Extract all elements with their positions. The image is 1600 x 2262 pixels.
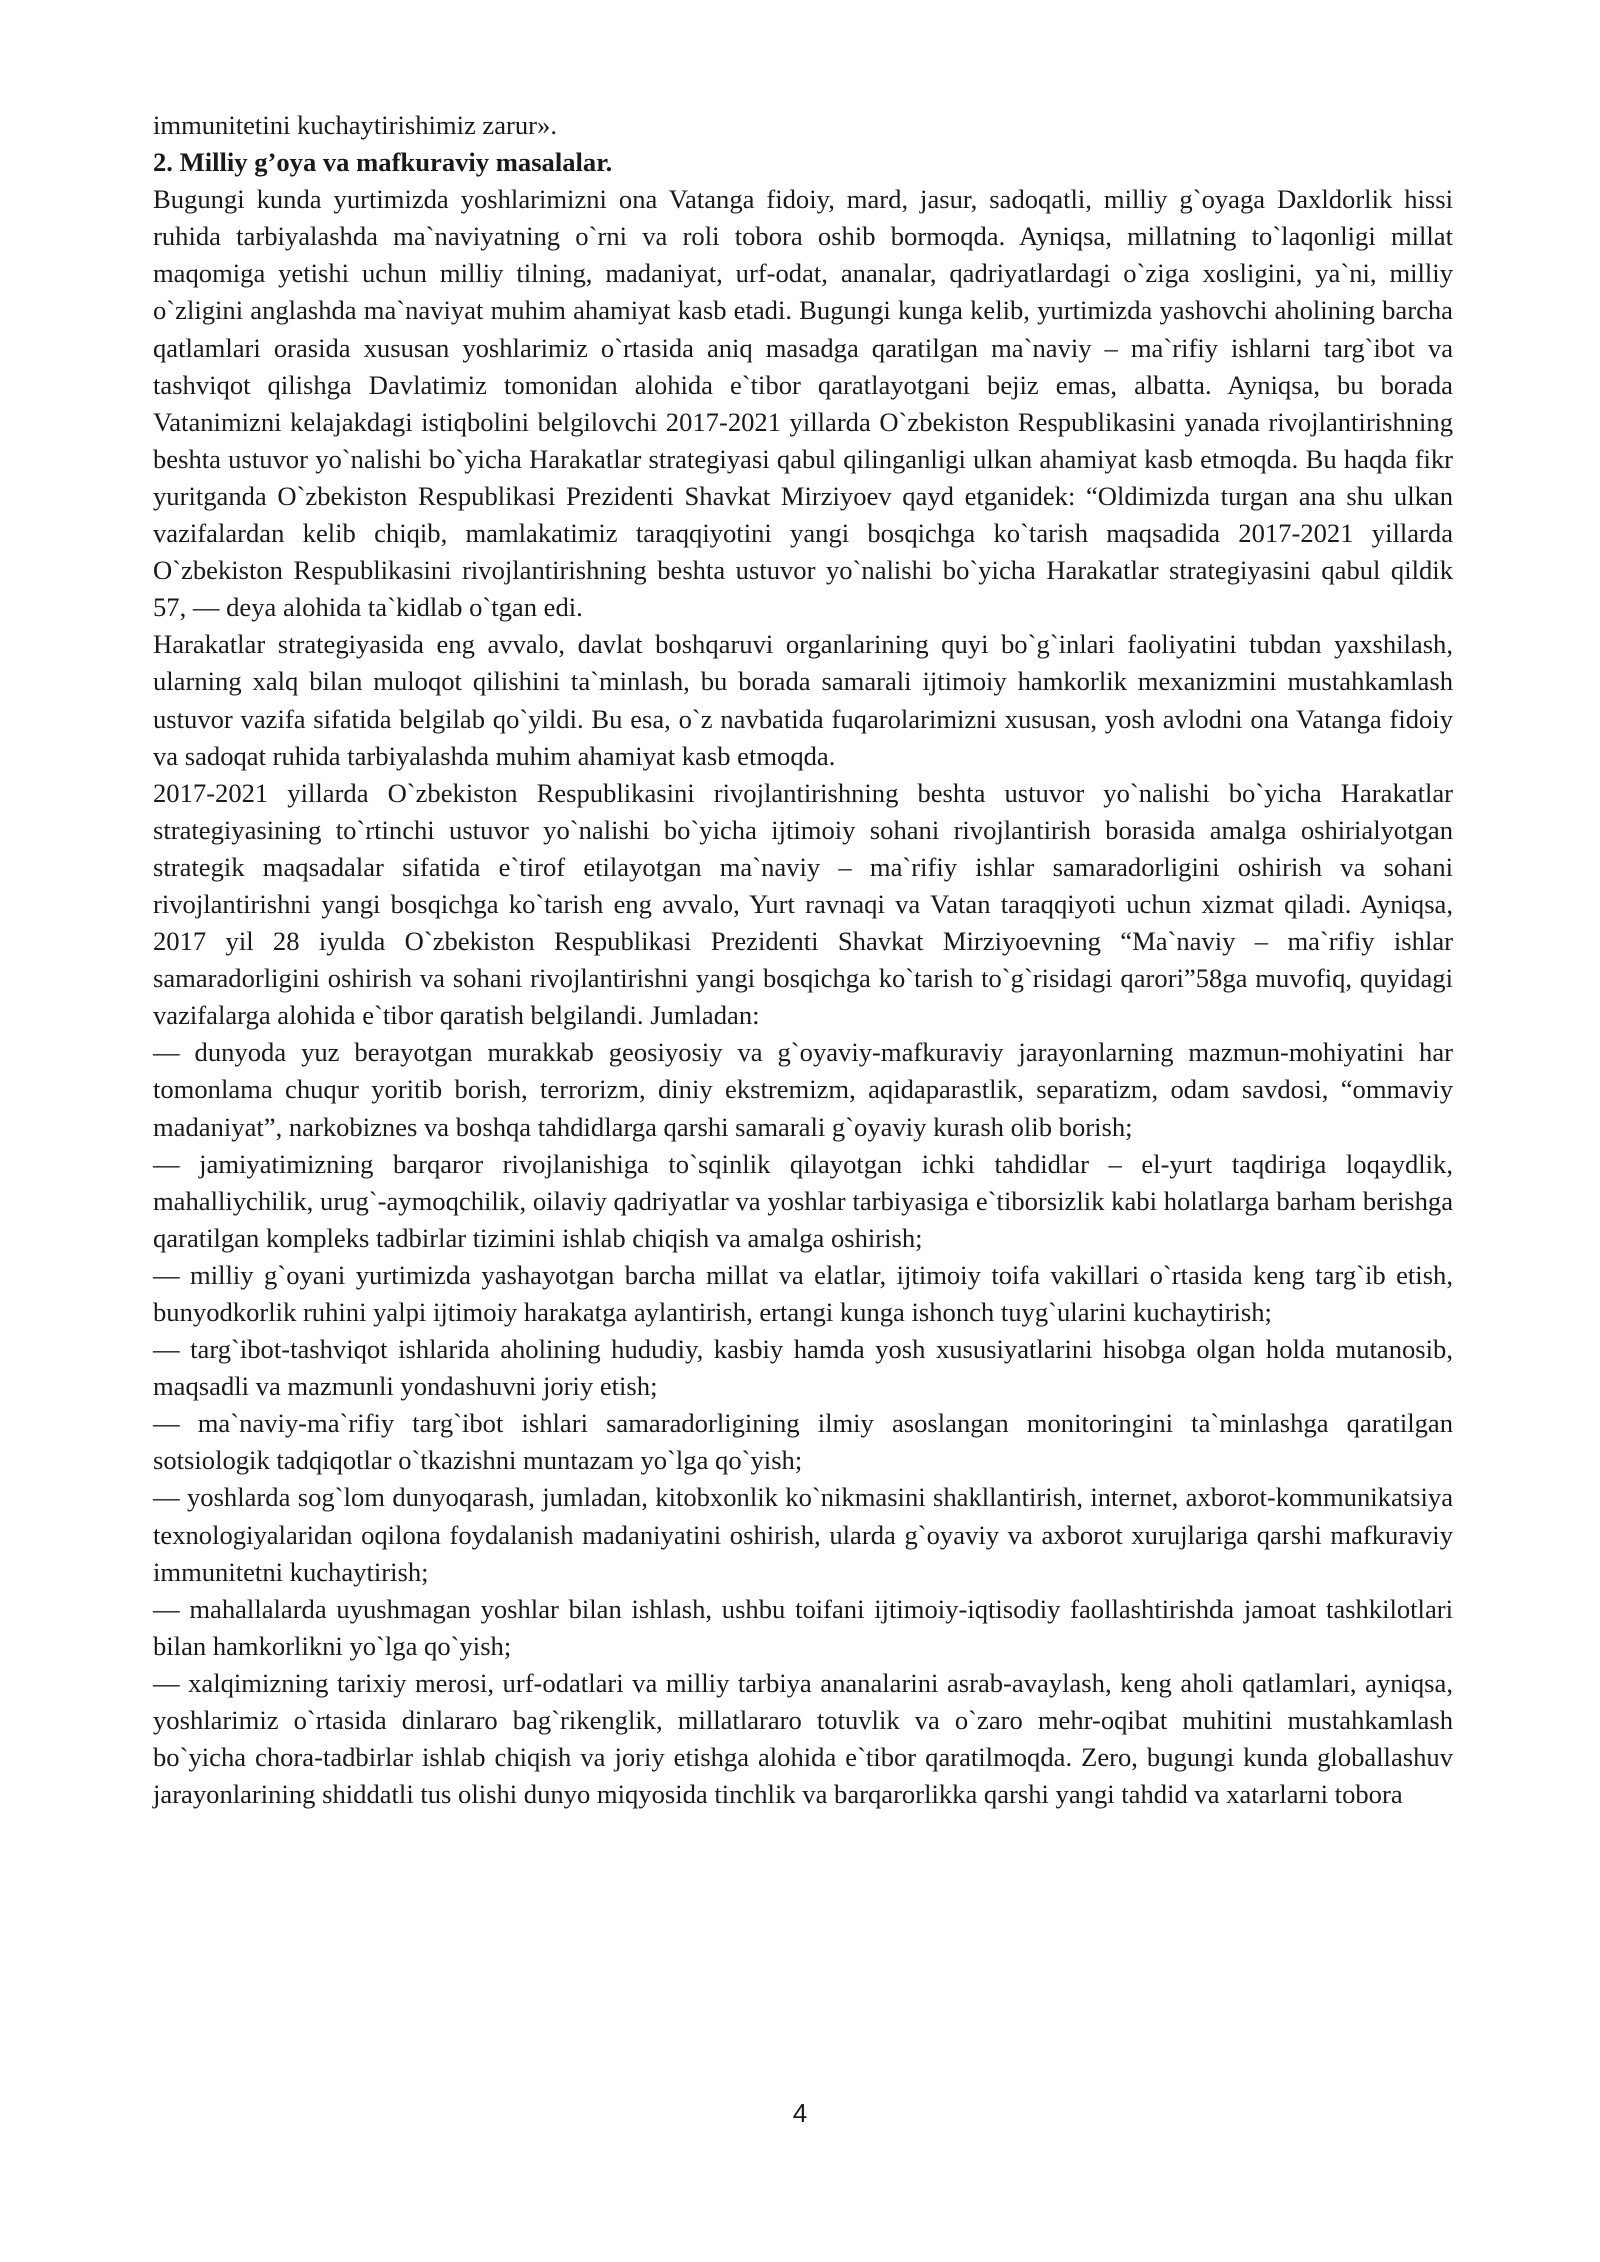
list-item-1: — dunyoda yuz berayotgan murakkab geosiyosiy va g`oyaviy-mafkuraviy jarayonlarning mazmun-mohiyatini har tomonlama chuqur yoritib borish, terrorizm, diniy ekstremizm, aqidaparastlik, separatizm, odam savdosi, “ommaviy madaniyat”, narkobiznes va boshqa tahdidlarga qarshi samarali g`oyaviy kurash olib borish;	[153, 1037, 1453, 1142]
paragraph-intro: immunitetini kuchaytirishimiz zarur».	[153, 110, 557, 140]
section-heading: 2. Milliy g’oya va mafkuraviy masalalar.	[153, 147, 613, 178]
list-item-2: — jamiyatimizning barqaror rivojlanishiga to`sqinlik qilayotgan ichki tahdidlar – el-yurt taqdiriga loqaydlik, mahalliychilik, urug`-aymoqchilik, oilaviy qadriyatlar va yoshlar tarbiyasiga e`tiborsizlik kabi holatlarga barham berishga qaratilgan kompleks tadbirlar tizimini ishlab chiqish va amalga oshirish;	[153, 1148, 1453, 1253]
list-item-3: — milliy g`oyani yurtimizda yashayotgan barcha millat va elatlar, ijtimoiy toifa vakillari o`rtasida keng targ`ib etish, bunyodkorlik ruhini yalpi ijtimoiy harakatga aylantirish, ertangi kunga ishonch tuyg`ularini kuchaytirish;	[153, 1259, 1453, 1327]
paragraph-3: 2017-2021 yillarda O`zbekiston Respublikasini rivojlantirishning beshta ustuvor yo`nalishi bo`yicha Harakatlar strategiyasining to`rtinchi ustuvor yo`nalishi bo`yicha ijtimoiy sohani rivojlantirish borasida amalga oshirialyotgan strategik maqsadalar sifatida e`tirof etilayotgan ma`naviy – ma`rifiy ishlar samaradorligini oshirish va sohani rivojlantirishni yangi bosqichga ko`tarish eng avvalo, Yurt ravnaqi va Vatan taraqqiyoti uchun xizmat qiladi. Ayniqsa, 2017 yil 28 iyulda O`zbekiston Respublikasi Prezidenti Shavkat Mirziyoevning “Ma`naviy – ma`rifiy ishlar samaradorligini oshirish va sohani rivojlantirishni yangi bosqichga ko`tarish to`g`risidagi qarori”58ga muvofiq, quyidagi vazifalarga alohida e`tibor qaratish belgilandi. Jumladan:	[153, 777, 1453, 1031]
page-number: 4	[792, 2098, 808, 2128]
list-item-4: — targ`ibot-tashviqot ishlarida aholining hududiy, kasbiy hamda yosh xususiyatlarini hisobga olgan holda mutanosib, maqsadli va mazmunli yondashuvni joriy etish;	[153, 1334, 1453, 1402]
paragraph-1: Bugungi kunda yurtimizda yoshlarimizni ona Vatanga fidoiy, mard, jasur, sadoqatli, milliy g`oyaga Daxldorlik hissi ruhida tarbiyalashda ma`naviyatning o`rni va roli tobora oshib bormoqda. Ayniqsa, millatning to`laqonligi millat maqomiga yetishi uchun milliy tilning, madaniyat, urf-odat, ananalar, qadriyatlardagi o`ziga xosligini, ya`ni, milliy o`zligini anglashda ma`naviyat muhim ahamiyat kasb etadi. Bugungi kunga kelib, yurtimizda yashovchi aholining barcha qatlamlari orasida xususan yoshlarimiz o`rtasida aniq masadga qaratilgan ma`naviy – ma`rifiy ishlarni targ`ibot va tashviqot qilishga Davlatimiz tomonidan alohida e`tibor qaratlayotgani bejiz emas, albatta. Ayniqsa, bu borada Vatanimizni kelajakdagi istiqbolini belgilovchi 2017-2021 yillarda O`zbekiston Respublikasini yanada rivojlantirishning beshta ustuvor yo`nalishi bo`yicha Harakatlar strategiyasi qabul qilinganligi ulkan ahamiyat kasb etmoqda. Bu haqda fikr yuritganda O`zbekiston Respublikasi Prezidenti Shavkat Mirziyoev qayd etganidek: “Oldimizda turgan ana shu ulkan vazifalardan kelib chiqib, mamlakatimiz taraqqiyotini yangi bosqichga ko`tarish maqsadida 2017-2021 yillarda O`zbekiston Respublikasini rivojlantirishning beshta ustuvor yo`nalishi bo`yicha Harakatlar strategiyasini qabul qildik 57, — deya alohida ta`kidlab o`tgan edi.	[153, 184, 1453, 623]
list-item-8: — xalqimizning tarixiy merosi, urf-odatlari va milliy tarbiya ananalarini asrab-avaylash, keng aholi qatlamlari, ayniqsa, yoshlarimiz o`rtasida dinlararo bag`rikenglik, millatlararo totuvlik va o`zaro mehr-oqibat muhitini mustahkamlash bo`yicha chora-tadbirlar ishlab chiqish va joriy etishga alohida e`tibor qaratilmoqda. Zero, bugungi kunda globallashuv jarayonlarining shiddatli tus olishi dunyo miqyosida tinchlik va barqarorlikka qarshi yangi tahdid va xatarlarni tobora	[153, 1667, 1453, 1810]
list-item-7: — mahallalarda uyushmagan yoshlar bilan ishlash, ushbu toifani ijtimoiy-iqtisodiy faollashtirishda jamoat tashkilotlari bilan hamkorlikni yo`lga qo`yish;	[153, 1593, 1453, 1661]
list-item-5: — ma`naviy-ma`rifiy targ`ibot ishlari samaradorligining ilmiy asoslangan monitoringini ta`minlashga qaratilgan sotsiologik tadqiqotlar o`tkazishni muntazam yo`lga qo`yish;	[153, 1408, 1453, 1476]
paragraph-2: Harakatlar strategiyasida eng avvalo, davlat boshqaruvi organlarining quyi bo`g`inlari faoliyatini tubdan yaxshilash, ularning xalq bilan muloqot qilishini ta`minlash, bu borada samarali ijtimoiy hamkorlik mexanizmini mustahkamlash ustuvor vazifa sifatida belgilab qo`yildi. Bu esa, o`z navbatida fuqarolarimizni xususan, yosh avlodni ona Vatanga fidoiy va sadoqat ruhida tarbiyalashda muhim ahamiyat kasb etmoqda.	[153, 629, 1453, 771]
list-item-6: — yoshlarda sog`lom dunyoqarash, jumladan, kitobxonlik ko`nikmasini shakllantirish, internet, axborot-kommunikatsiya texnologiyalaridan oqilona foydalanish madaniyatini oshirish, ularda g`oyaviy va axborot xurujlariga qarshi mafkuraviy immunitetni kuchaytirish;	[153, 1482, 1453, 1587]
document-page	[153, 107, 1453, 1813]
